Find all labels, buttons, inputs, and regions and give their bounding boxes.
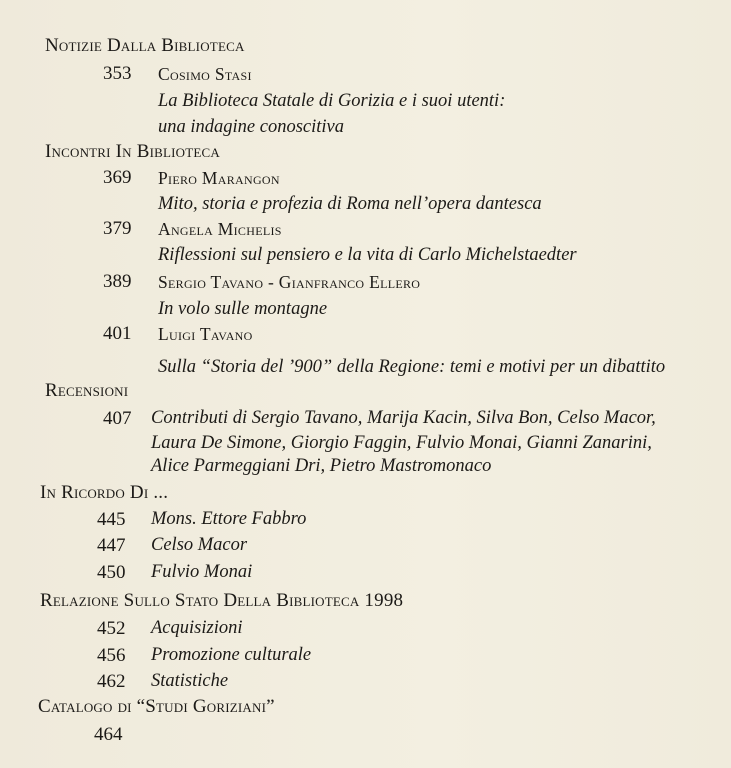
- entry-author: Cosimo Stasi: [158, 64, 252, 84]
- entry-title: Sulla “Storia del ’900” della Regione: temi e motivi per un dibattito: [158, 357, 666, 377]
- page-number: 464: [94, 724, 123, 745]
- entry-title: Acquisizioni: [151, 618, 243, 638]
- entry-title: Alice Parmeggiani Dri, Pietro Mastromonaco: [151, 456, 492, 476]
- page-number: 445: [97, 509, 126, 530]
- entry-title: Mito, storia e profezia di Roma nell’opera dantesca: [158, 194, 542, 214]
- entry-title: Laura De Simone, Giorgio Faggin, Fulvio Monai, Gianni Zanarini,: [151, 433, 652, 453]
- page-number: 407: [103, 408, 132, 429]
- entry-title: Celso Macor: [151, 535, 248, 555]
- page-number: 389: [103, 271, 132, 292]
- entry-title: Mons. Ettore Fabbro: [151, 509, 307, 529]
- entry-title: La Biblioteca Statale di Gorizia e i suoi utenti:: [158, 91, 506, 111]
- page-number: 462: [97, 671, 126, 692]
- section-heading: Recensioni: [45, 380, 129, 401]
- entry-author: Piero Marangon: [158, 168, 280, 188]
- entry-title: Fulvio Monai: [151, 562, 253, 582]
- page-number: 447: [97, 535, 126, 556]
- section-heading: Notizie Dalla Biblioteca: [45, 35, 245, 56]
- entry-title: Promozione culturale: [151, 645, 312, 665]
- entry-title: Statistiche: [151, 671, 229, 691]
- entry-title: una indagine conoscitiva: [158, 117, 344, 137]
- entry-title: Contributi di Sergio Tavano, Marija Kacin, Silva Bon, Celso Macor,: [151, 408, 656, 428]
- page-number: 452: [97, 618, 126, 639]
- page-number: 379: [103, 218, 132, 239]
- entry-title: In volo sulle montagne: [158, 299, 328, 319]
- page-number: 401: [103, 323, 132, 344]
- page-number: 369: [103, 167, 132, 188]
- page-number: 456: [97, 645, 126, 666]
- section-heading: Relazione Sullo Stato Della Biblioteca 1998: [40, 590, 404, 611]
- section-heading: In Ricordo Di ...: [40, 482, 169, 503]
- entry-author: Angela Michelis: [158, 219, 282, 239]
- page-number: 353: [103, 63, 132, 84]
- entry-author: Sergio Tavano - Gianfranco Ellero: [158, 272, 421, 292]
- section-heading: Catalogo di “Studi Goriziani”: [38, 696, 275, 717]
- entry-author: Luigi Tavano: [158, 324, 253, 344]
- section-heading: Incontri In Biblioteca: [45, 141, 220, 162]
- page-number: 450: [97, 562, 126, 583]
- entry-title: Riflessioni sul pensiero e la vita di Carlo Michelstaedter: [158, 245, 577, 265]
